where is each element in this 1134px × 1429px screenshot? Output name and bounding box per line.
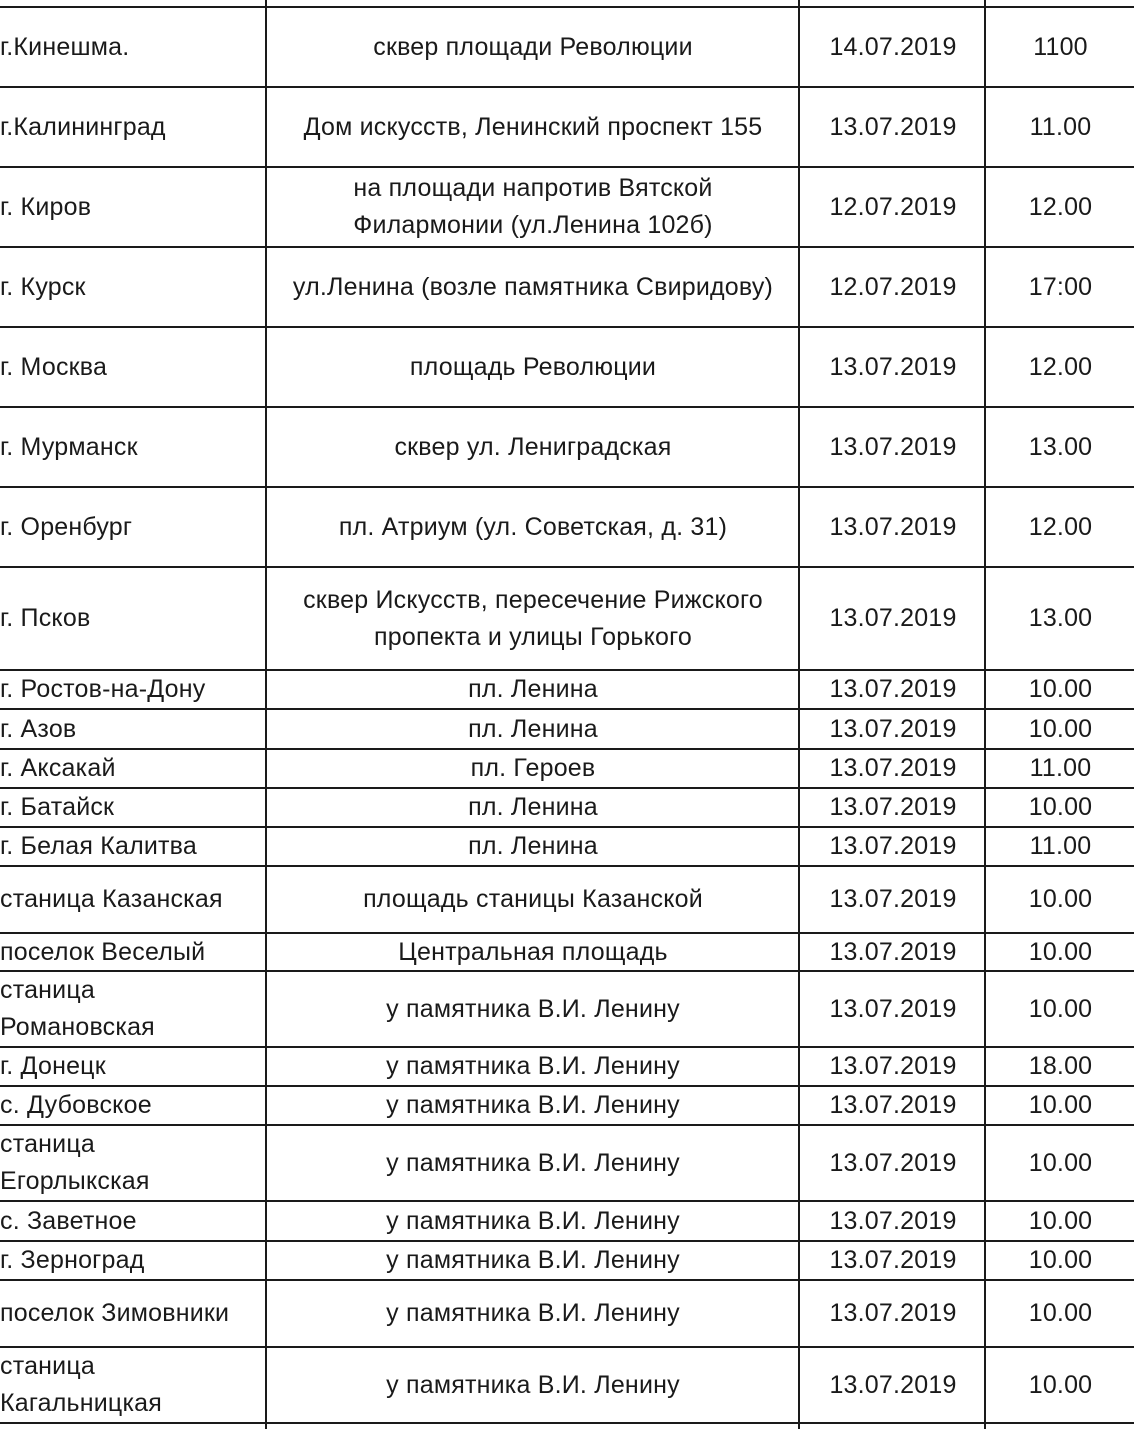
row-divider [0,326,1134,328]
table-row [0,934,1134,970]
time-cell: 11.00 [1029,754,1092,782]
place-cell: на площади напротив Вятской Филармонии (ул.Ленина 102б) [353,174,713,239]
place-cell: у памятника В.И. Ленину [386,1091,680,1119]
table-row [0,1348,1134,1422]
time-cell: 10.00 [1028,675,1093,703]
place-cell: сквер ул. Лениградская [394,432,672,461]
row-divider [0,6,1134,8]
city-cell: г.Калининград [0,112,166,141]
city-cell: г. Курск [0,272,86,301]
city-cell: с. Дубовское [0,1091,152,1119]
row-divider [0,1279,1134,1281]
time-cell: 12.00 [1028,192,1093,221]
row-divider [0,246,1134,248]
table-row [0,1281,1134,1346]
place-cell: у памятника В.И. Ленину [386,1052,680,1080]
table-row [0,671,1134,708]
place-cell: ул.Ленина (возле памятника Свиридову) [292,272,774,301]
city-cell: г. Псков [0,604,91,632]
time-cell: 10.00 [1028,793,1093,821]
time-cell: 10.00 [1028,1091,1093,1119]
table-row [0,8,1134,86]
city-cell: г. Ростов-на-Дону [0,675,206,703]
city-cell: г. Аксакай [0,754,116,782]
table-row [0,328,1134,406]
time-cell: 12.00 [1028,512,1093,541]
date-cell: 13.07.2019 [829,754,957,782]
city-cell: г.Кинешма. [0,32,130,61]
table-row [0,972,1134,1046]
row-divider [0,1346,1134,1348]
place-cell: площадь станицы Казанской [363,885,703,913]
row-divider [0,708,1134,710]
place-cell: пл. Ленина [468,793,598,821]
row-divider [0,1240,1134,1242]
table-row [0,568,1134,669]
row-divider [0,1085,1134,1087]
date-cell: 13.07.2019 [829,512,957,541]
date-cell: 12.07.2019 [829,272,957,301]
row-divider [0,566,1134,568]
table-row [0,789,1134,826]
row-divider [0,865,1134,867]
time-cell: 10.00 [1028,937,1093,966]
date-cell: 13.07.2019 [829,604,957,632]
time-cell: 11.00 [1029,832,1092,860]
date-cell: 13.07.2019 [829,432,957,461]
date-cell: 12.07.2019 [829,192,957,221]
time-cell: 13.00 [1028,604,1093,632]
place-cell: Центральная площадь [398,937,668,966]
city-cell: станица Казанская [0,885,223,913]
place-cell: Дом искусств, Ленинский проспект 155 [303,112,763,141]
date-cell: 13.07.2019 [829,1206,957,1235]
time-cell: 10.00 [1028,994,1093,1023]
row-divider [0,970,1134,972]
date-cell: 13.07.2019 [829,885,957,913]
table-row [0,88,1134,166]
date-cell: 13.07.2019 [829,352,957,381]
table-row [0,1087,1134,1124]
city-cell: станица Кагальницкая [0,1352,162,1417]
city-cell: г. Донецк [0,1052,106,1080]
table-row [0,828,1134,865]
row-divider [0,1124,1134,1126]
place-cell: у памятника В.И. Ленину [386,1299,680,1327]
city-cell: г. Мурманск [0,432,138,461]
table-row [0,1202,1134,1240]
column-divider [265,0,267,1429]
row-divider [0,86,1134,88]
city-cell: г. Зерноград [0,1246,145,1274]
date-cell: 13.07.2019 [829,1052,957,1080]
city-cell: станица Романовская [0,976,155,1041]
time-cell: 10.00 [1028,885,1093,913]
row-divider [0,166,1134,168]
time-cell: 12.00 [1028,352,1093,381]
row-divider [0,826,1134,828]
time-cell: 13.00 [1028,432,1093,461]
time-cell: 10.00 [1028,1148,1093,1177]
city-cell: поселок Зимовники [0,1299,230,1327]
row-divider [0,1200,1134,1202]
city-cell: г. Батайск [0,793,115,821]
table-row [0,1126,1134,1200]
place-cell: сквер Искусств, пересечение Рижского пропекта и улицы Горького [303,585,763,651]
date-cell: 13.07.2019 [829,1299,957,1327]
table-row [0,168,1134,246]
city-cell: г. Азов [0,714,77,743]
row-divider [0,1422,1134,1424]
row-divider [0,406,1134,408]
table-row [0,750,1134,787]
date-cell: 13.07.2019 [829,994,957,1023]
date-cell: 13.07.2019 [829,675,957,703]
place-cell: сквер площади Революции [373,32,693,61]
row-divider [0,1046,1134,1048]
time-cell: 10.00 [1028,1370,1093,1399]
place-cell: пл. Ленина [468,832,598,860]
row-divider [0,486,1134,488]
city-cell: станица Егорлыкская [0,1130,150,1195]
place-cell: пл. Героев [470,754,596,782]
column-divider [984,0,986,1429]
time-cell: 18.00 [1028,1052,1093,1080]
city-cell: г. Киров [0,192,92,221]
date-cell: 13.07.2019 [829,832,957,860]
time-cell: 10.00 [1028,1299,1093,1327]
place-cell: у памятника В.И. Ленину [386,1206,680,1235]
date-cell: 13.07.2019 [829,793,957,821]
place-cell: у памятника В.И. Ленину [386,1246,680,1274]
place-cell: пл. Атриум (ул. Советская, д. 31) [338,512,728,541]
table-row [0,867,1134,932]
table-row [0,1242,1134,1279]
city-cell: г. Москва [0,352,108,381]
date-cell: 13.07.2019 [829,1370,957,1399]
row-divider [0,787,1134,789]
table-row [0,1048,1134,1085]
time-cell: 17:00 [1028,272,1093,301]
date-cell: 13.07.2019 [829,1246,957,1274]
place-cell: у памятника В.И. Ленину [386,1370,680,1399]
place-cell: у памятника В.И. Ленину [386,994,680,1023]
table-row [0,408,1134,486]
date-cell: 13.07.2019 [829,1148,957,1177]
city-cell: поселок Веселый [0,937,206,966]
date-cell: 14.07.2019 [829,32,957,61]
time-cell: 1100 [1033,32,1088,61]
table-row [0,248,1134,326]
place-cell: площадь Революции [409,352,657,381]
time-cell: 10.00 [1028,714,1093,743]
date-cell: 13.07.2019 [829,937,957,966]
time-cell: 10.00 [1028,1206,1093,1235]
table-row [0,710,1134,748]
time-cell: 11.00 [1029,112,1092,141]
row-divider [0,748,1134,750]
date-cell: 13.07.2019 [829,714,957,743]
date-cell: 13.07.2019 [829,112,957,141]
row-divider [0,669,1134,671]
date-cell: 13.07.2019 [829,1091,957,1119]
column-divider [798,0,800,1429]
row-divider [0,932,1134,934]
city-cell: г. Оренбург [0,512,133,541]
place-cell: у памятника В.И. Ленину [386,1148,680,1177]
city-cell: с. Заветное [0,1206,137,1235]
time-cell: 10.00 [1028,1246,1093,1274]
place-cell: пл. Ленина [468,675,598,703]
city-cell: г. Белая Калитва [0,832,197,860]
table-row [0,488,1134,566]
place-cell: пл. Ленина [468,714,598,743]
